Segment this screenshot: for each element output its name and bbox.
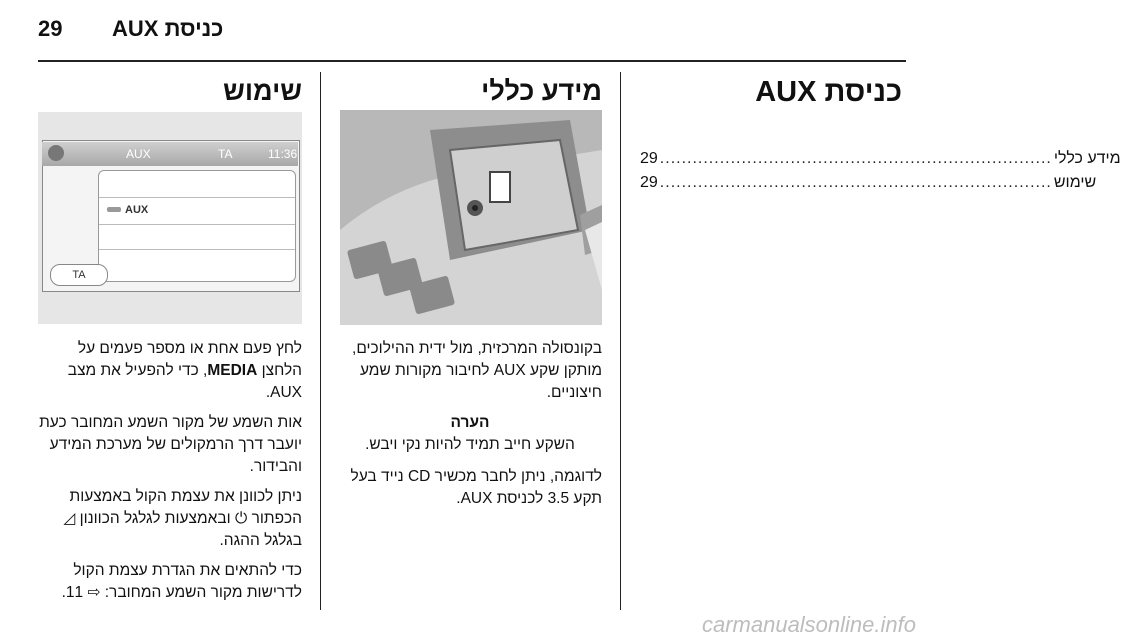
- toc-entry-general[interactable]: [640, 150, 1121, 174]
- screen-ta: TA: [218, 147, 233, 161]
- table-of-contents: [640, 150, 1121, 198]
- steering-wheel-thumbwheel-icon: ◿: [63, 510, 76, 527]
- usage-text: [38, 338, 302, 604]
- section-title-usage: שימוש: [223, 76, 302, 106]
- cross-reference-icon: ⇨: [87, 584, 101, 601]
- toc-page: 29: [640, 150, 658, 167]
- screen-list-panel: [98, 170, 296, 282]
- usage-text-3d: בגלגל ההגה.: [219, 532, 302, 549]
- usage-text-3b: הכפתור: [251, 510, 302, 527]
- screen-time: 11:36: [268, 147, 298, 161]
- note-text: השקע חייב תמיד להיות נקי ויבש.: [365, 436, 575, 453]
- usage-paragraph-4: [38, 560, 302, 604]
- aux-plug-icon: [107, 207, 121, 212]
- toc-page: 29: [640, 174, 658, 191]
- usage-text-3c: ובאמצעות לגלגל הכוונון: [79, 510, 231, 527]
- chapter-title: כניסת AUX: [755, 76, 902, 108]
- general-paragraph-1: בקונסולה המרכזית, מול ידית ההילוכים, מותקן שקע AUX לחיבור מקורות שמע חיצוניים.: [352, 340, 602, 401]
- usage-text-c: , כדי להפעיל את מצב AUX.: [67, 362, 302, 401]
- screen-list-divider: [99, 249, 295, 250]
- screen-source: AUX: [126, 147, 151, 161]
- usage-paragraph-3: [38, 486, 302, 552]
- toc-leader: ........................................................................: [659, 174, 1052, 191]
- globe-icon: [48, 145, 64, 161]
- general-paragraph-2: לדוגמה, ניתן לחבר מכשיר CD נייד בעל תקע 3.5 לכניסת AUX.: [350, 468, 602, 507]
- toc-leader: ........................................................................: [659, 150, 1052, 167]
- toc-label: מידע כללי: [1053, 150, 1121, 167]
- general-info-column: [338, 72, 602, 110]
- usage-column: [38, 72, 302, 110]
- usage-paragraph-2: אות השמע של מקור השמע המחובר כעת יועבר דרך הרמקולים של מערכת המידע והבידור.: [39, 414, 302, 475]
- aux-socket-photo: [340, 110, 602, 325]
- column-divider-right: [620, 72, 621, 610]
- note-heading: הערה: [450, 414, 490, 431]
- screen-list-label: AUX: [125, 204, 149, 216]
- running-header-title: כניסת AUX: [112, 16, 224, 41]
- usage-text-4b: 11.: [61, 584, 84, 601]
- screen-ta-button[interactable]: TA: [50, 264, 108, 286]
- screen-status-bar: [42, 142, 298, 166]
- power-icon: ⏻: [234, 510, 248, 527]
- toc-column: [640, 72, 902, 112]
- usage-text-a: לחץ פעם אחת או מספר פעמים על הלחצן: [77, 340, 302, 379]
- usage-paragraph-1: [38, 338, 302, 404]
- column-divider-left: [320, 72, 321, 610]
- toc-label: שימוש: [1053, 174, 1097, 191]
- screen-list-item[interactable]: [99, 197, 295, 225]
- page-number: 29: [38, 16, 63, 41]
- toc-entry-usage[interactable]: [640, 174, 1097, 198]
- aux-socket-illustration: [340, 110, 602, 325]
- media-label: MEDIA: [207, 362, 258, 379]
- usage-text-3a: ניתן לכוונן את עצמת הקול באמצעות: [69, 488, 302, 505]
- section-title-general: מידע כללי: [481, 76, 602, 106]
- header-rule: [38, 60, 906, 62]
- infotainment-screen-illustration: [38, 112, 302, 324]
- usage-text-4a: כדי להתאים את הגדרת עצמת הקול לדרישות מקור השמע המחובר:: [73, 562, 302, 601]
- general-info-text: [338, 338, 602, 510]
- watermark: carmanualsonline.info: [701, 612, 916, 637]
